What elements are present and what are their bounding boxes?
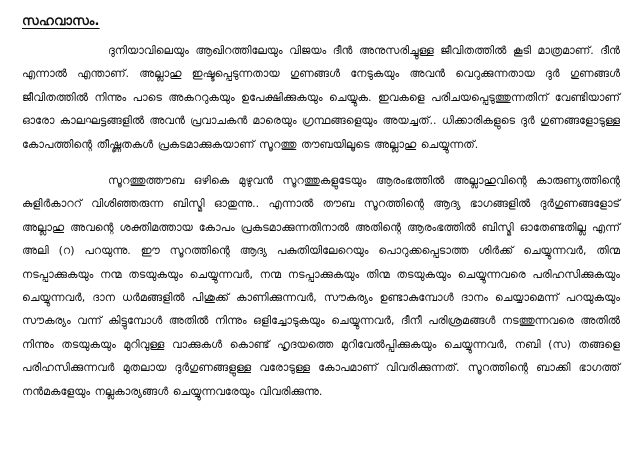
- paragraph-1: ദുനിയാവിലെയും ആഖിറത്തിലേയും വിജയം ദീൻ അനുസരിച്ചുള്ള ജീവിതത്തിൽ കൂടി മാത്രമാണ്. ദീൻ എന്നാൽ എന്താണ്. അല്ലാഹു ഇഷ്ടപ്പെടുന്നതായ ഗുണങ്ങൾ നേടുകയും അവൻ വെറുക്കുന്നതായ ദുർ ഗുണങ്ങൾ ജീവിതത്തിൽ നിന്നും പാടെ അകററുകയും ഉപേക്ഷിക്കുകയും ചെയ്യുക. ഇവകളെ പരിചയപ്പെടുത്തുന്നതിന് വേണ്ടിയാണ് ഓരോ കാലഘട്ടങ്ങളിൽ അവൻ പ്രവാചകൻ മാരെയും ഗ്രന്ഥങ്ങളെയും അയച്ചത്.. ധിക്കാരികളുടെ ദുർ ഗുണങ്ങളോടുള്ള കോപത്തിന്റെ തീഷ്ണതകൾ പ്രകടമാക്കുകയാണ് സൂറത്തു തൗബയിലൂടെ അല്ലാഹു ചെയ്യുന്നത്.: [22, 44, 620, 151]
- paragraph-2: സൂറത്തുത്തൗബ ഒഴികെ മുഴുവൻ സൂറത്തുകളുടേയും ആരംഭത്തിൽ അല്ലാഹുവിന്റെ കാരുണ്യത്തിന്റെ കുളിർകാററ് വിശിഞ്ഞരുന്ന ബിസ്മി ഓതുന്നു.. എന്നാൽ തൗബ സൂറത്തിന്റെ ആദ്യ ഭാഗങ്ങളിൽ ദുർഗുണങ്ങളോട് അല്ലാഹു അവന്റെ ശക്തിമത്തായ കോപം പ്രകടമാക്കുന്നതിനാൽ അതിന്റെ ആരംഭത്തിൽ ബിസ്മി ഓതേണ്ടതില്ല എന്ന് അലി (റ) പറയുന്നു. ഈ സൂറത്തിന്റെ ആദ്യ പകുതിയിലേറെയും പൊറുക്കപ്പെടാത്ത ശിർക്ക് ചെയ്യുന്നവർ, തിന്മ നടപ്പാക്കുകയും നന്മ തടയുകയും ചെയ്യുന്നവർ, നന്മ നടപ്പാക്കുകയും തിന്മ തടയുകയും ചെയ്യുന്നവരെ പരിഹസിക്കുകയും ചെയ്യുന്നവർ, ദാന ധർമങ്ങളിൽ പിശുക്ക് കാണിക്കുന്നവർ, സൗകര്യം ഉണ്ടാകുമ്പോൾ ദാനം ചെയ്യാമെന്ന് പറയുകയും സൗകര്യം വന്ന് കിട്ടുമ്പോൾ അതിൽ നിന്നും ഒളിച്ചോടുകയും ചെയ്യുന്നവർ, ദീനീ പരിശ്രമങ്ങൾ നടത്തുന്നവരെ അതിൽ നിന്നും തടയുകയും മുറിവുള്ള വാക്കുകൾ കൊണ്ട് ഹൃദയത്തെ മുറിവേൽപ്പിക്കുകയും ചെയ്യുന്നവർ, നബി (സ) തങ്ങളെ പരിഹസിക്കുന്നവർ മുതലായ ദുർഗുണങ്ങളുള്ള വരോടുള്ള കോപമാണ് വിവരിക്കുന്നത്. സൂറത്തിന്റെ ബാക്കി ഭാഗത്ത് നൻമകളേയും നല്ലകാര്യങ്ങൾ ചെയ്യുന്നവരേയും വിവരിക്കുന്നു.: [22, 174, 620, 398]
- document-title: സഹവാസം.: [22, 14, 100, 29]
